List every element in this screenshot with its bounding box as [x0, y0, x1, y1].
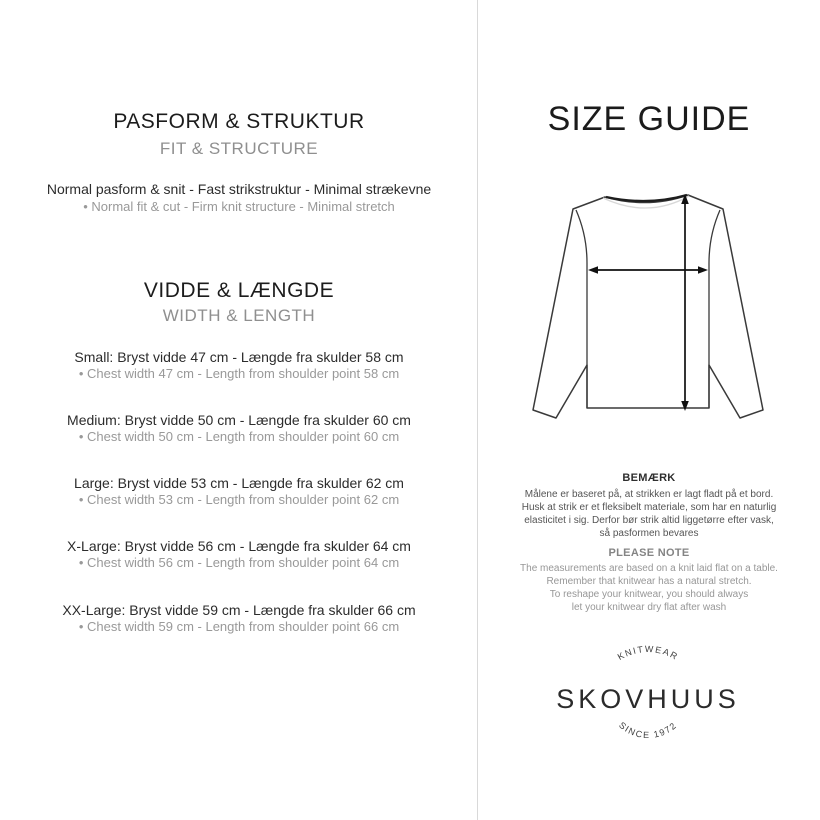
svg-text:SINCE 1972: [617, 720, 679, 740]
logo-arc-bottom-text: SINCE 1972: [617, 719, 679, 741]
sweater-diagram: [500, 185, 800, 430]
brand-logo: [516, 618, 780, 778]
note-heading-en: PLEASE NOTE: [608, 547, 690, 559]
size-row-xlarge-en: • Chest width 56 cm - Length from shoulder point 64 cm: [78, 555, 400, 570]
fit-line-en: • Normal fit & cut - Firm knit structure - Minimal stretch: [83, 199, 395, 214]
note-en-line-3: To reshape your knitwear, you should always: [549, 589, 749, 600]
sizes-section-title-da: VIDDE & LÆNGDE: [143, 279, 335, 302]
size-row-large-en: • Chest width 53 cm - Length from shoulder point 62 cm: [78, 492, 400, 507]
size-row-small-da: Small: Bryst vidde 47 cm - Længde fra skulder 58 cm: [74, 349, 404, 365]
fit-section-title-en: FIT & STRUCTURE: [159, 139, 319, 158]
note-da-line-2: Husk at strik er et fleksibelt materiale, som har en naturlig: [521, 502, 777, 513]
logo-arc-top-text: KNITWEAR: [615, 643, 681, 663]
note-heading-da: BEMÆRK: [622, 472, 676, 484]
size-row-xxlarge-en: • Chest width 59 cm - Length from shoulder point 66 cm: [78, 619, 400, 634]
note-da-line-4: så pasformen bevares: [599, 528, 699, 539]
fit-line-da: Normal pasform & snit - Fast strikstruktur - Minimal strækevne: [46, 181, 432, 197]
sizes-section-title-en: WIDTH & LENGTH: [162, 306, 316, 325]
logo-brand-name: SKOVHUUS: [556, 684, 740, 714]
page-title: SIZE GUIDE: [547, 100, 751, 138]
note-en-line-2: Remember that knitwear has a natural stretch.: [546, 576, 752, 587]
note-da-line-3: elasticitet i sig. Derfor bør strik altid liggetørre efter vask,: [524, 515, 774, 526]
size-row-large-da: Large: Bryst vidde 53 cm - Længde fra skulder 62 cm: [74, 475, 404, 491]
note-da-line-1: Målene er baseret på, at strikken er lagt fladt på et bord.: [524, 489, 774, 500]
size-row-small-en: • Chest width 47 cm - Length from shoulder point 58 cm: [78, 366, 400, 381]
note-en-line-4: let your knitwear dry flat after wash: [571, 602, 727, 613]
size-row-xxlarge-da: XX-Large: Bryst vidde 59 cm - Længde fra skulder 66 cm: [62, 602, 416, 618]
size-row-xlarge-da: X-Large: Bryst vidde 56 cm - Længde fra skulder 64 cm: [67, 538, 411, 554]
sweater-outline: [533, 195, 763, 418]
size-row-medium-da: Medium: Bryst vidde 50 cm - Længde fra skulder 60 cm: [67, 412, 411, 428]
svg-text:KNITWEAR: [616, 644, 680, 662]
note-en-line-1: The measurements are based on a knit laid flat on a table.: [520, 563, 778, 574]
size-row-medium-en: • Chest width 50 cm - Length from shoulder point 60 cm: [78, 429, 400, 444]
fit-section-title-da: PASFORM & STRUKTUR: [113, 110, 365, 133]
